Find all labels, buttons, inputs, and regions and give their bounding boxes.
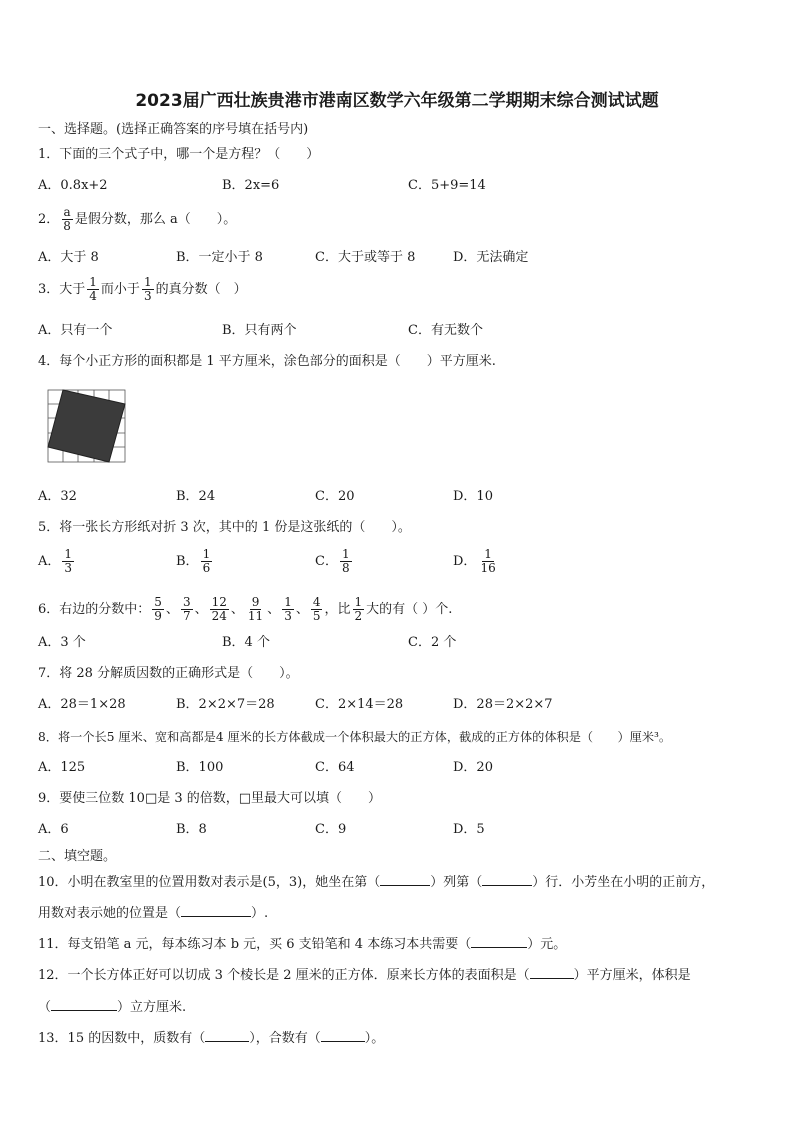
q8-option-c: C．64 [315,760,355,775]
q6-fraction [246,596,265,623]
q9-option-b: B．8 [176,822,207,837]
q3-rest: 的真分数（ ） [155,282,247,297]
q10-text-a: 10．小明在教室里的位置用数对表示是(5，3)，她坐在第（ [38,875,381,890]
q5-option-c [315,548,354,575]
q7-option-b: B．2×2×7＝28 [176,697,275,712]
q6-rest: 大的有（ ）个. [366,602,453,617]
q3-option-a: A．只有一个 [38,323,113,338]
q3-f1-den: 4 [89,289,97,303]
q10-text-e: ）. [251,906,269,921]
q1-option-b: B．2x=6 [222,178,280,193]
q6-fraction [282,596,294,623]
q10-blank-row[interactable] [482,873,532,886]
q6-sep: 、 [165,602,179,617]
q6-f5-den: 3 [284,609,292,623]
q6-f5-num: 1 [284,595,292,609]
q8-option-b: B．100 [176,760,224,775]
q10-text-c: ）行．小芳坐在小明的正前方， [532,875,715,890]
question-7: 7．将 28 分解质因数的正确形式是（ ）。 [38,666,299,681]
q3-f1-num: 1 [89,275,97,289]
q5-option-a [38,548,76,575]
q5-d-fraction [478,548,497,575]
q5-b-den: 6 [202,561,211,575]
q3-f2-num: 1 [143,275,152,289]
q9-option-a: A．6 [38,822,69,837]
q10-text-d: 用数对表示她的位置是（ [38,906,182,921]
q6-sep: 、 [194,602,208,617]
q12-text-d: ）立方厘米. [117,1000,187,1015]
q6-f1-num: 5 [154,595,162,609]
question-12-line-1 [38,966,691,985]
q6-cmp-den: 2 [354,609,363,623]
q2-option-a: A．大于 8 [38,250,99,265]
q3-fraction-1 [87,276,99,303]
section-heading-choice: 一、选择题。(选择正确答案的序号填在括号内) [38,122,309,137]
q11-text-a: 11．每支铅笔 a 元，每本练习本 b 元，买 6 支铅笔和 4 本练习本共需要（ [38,937,472,952]
q13-text-a: 13．15 的因数中，质数有（ [38,1031,206,1046]
q2-frac-den: 8 [63,219,71,233]
q1-option-a: A．0.8x+2 [38,178,108,193]
q1-option-c: C．5+9=14 [408,178,486,193]
q6-f4-num: 9 [251,595,260,609]
tilted-square-grid-icon [46,388,128,466]
section-heading-fill: 二、填空题。 [38,849,117,864]
q5-a-fraction [62,548,74,575]
q2-option-b: B．一定小于 8 [176,250,263,265]
q6-f3-den: 24 [211,609,227,623]
q5-b-num: 1 [202,547,211,561]
q6-f6-den: 5 [312,609,321,623]
q3-f2-den: 3 [143,289,152,303]
q11-blank[interactable] [471,935,527,948]
question-1: 1．下面的三个式子中，哪一个是方程？（ ） [38,147,320,162]
q2-stem-rest: 是假分数，那么 a（ ）。 [74,212,237,227]
question-11 [38,935,566,954]
q12-blank-volume[interactable] [51,998,117,1011]
q4-option-d: D．10 [453,489,493,504]
q4-option-a: A．32 [38,489,77,504]
q6-mid: ，比 [324,602,351,617]
q6-sep: 、 [267,602,281,617]
q9-option-d: D．5 [453,822,485,837]
q12-text-a: 12．一个长方体正好可以切成 3 个棱长是 2 厘米的正方体．原来长方体的表面积是（ [38,968,530,983]
q5-b-fraction [201,548,213,575]
q6-sep: 、 [295,602,309,617]
q2-option-c: C．大于或等于 8 [315,250,416,265]
q5-d-den: 16 [480,561,496,575]
q8-option-a: A．125 [38,760,86,775]
q13-blank-primes[interactable] [205,1029,249,1042]
question-12-line-2 [38,998,186,1017]
q6-f4-den: 11 [247,609,264,623]
question-2 [38,206,236,233]
q7-option-a: A．28＝1×28 [38,697,126,712]
q5-option-b [176,548,214,575]
question-13 [38,1029,384,1048]
q3-option-b: B．只有两个 [222,323,297,338]
q6-sep: 、 [230,602,244,617]
q12-blank-area[interactable] [530,966,574,979]
q6-fraction [152,596,164,623]
question-10-line-2 [38,904,268,923]
q12-text-c: （ [38,1000,52,1015]
q5-c-label: C． [315,554,338,569]
q2-fraction [61,206,73,233]
q6-fraction [181,596,193,623]
q6-option-a: A．3 个 [38,635,86,650]
q5-option-d [453,548,500,575]
q5-b-label: B． [176,554,199,569]
question-10-line-1 [38,873,714,892]
q5-d-label: D． [453,554,477,569]
q3-option-c: C．有无数个 [408,323,483,338]
q13-blank-composites[interactable] [321,1029,365,1042]
q5-c-num: 1 [341,547,350,561]
q6-f2-den: 7 [182,609,191,623]
q4-grid-figure [46,388,128,470]
question-6 [38,596,452,623]
q5-d-num: 1 [484,547,492,561]
question-9: 9．要使三位数 10□是 3 的倍数，□里最大可以填（ ） [38,791,382,806]
q6-lead: 6．右边的分数中： [38,602,151,617]
q3-mid: 而小于 [100,282,140,297]
q5-c-den: 8 [341,561,350,575]
q8-option-d: D．20 [453,760,493,775]
q13-text-c: ）。 [364,1031,385,1046]
q13-text-b: ），合数有（ [249,1031,321,1046]
q3-lead: 3．大于 [38,282,86,297]
question-8: 8．将一个长5 厘米、宽和高都是4 厘米的长方体截成一个体积最大的正方体，截成的正方体的体积是（ ）厘米³。 [38,730,672,744]
q7-option-c: C．2×14＝28 [315,697,404,712]
q5-a-label: A． [38,554,61,569]
q9-option-c: C．9 [315,822,347,837]
q5-a-den: 3 [64,561,73,575]
q10-text-b: ）列第（ [430,875,483,890]
q10-blank-position[interactable] [181,904,251,917]
q6-cmp-num: 1 [354,595,363,609]
q6-f1-den: 9 [154,609,162,623]
page-title: 2023届广西壮族贵港市港南区数学六年级第二学期期末综合测试试题 [135,91,659,111]
q5-a-num: 1 [64,547,73,561]
q3-fraction-2 [142,276,154,303]
q7-option-d: D．28＝2×2×7 [453,697,553,712]
q5-c-fraction [340,548,352,575]
q4-option-c: C．20 [315,489,355,504]
question-4: 4．每个小正方形的面积都是 1 平方厘米，涂色部分的面积是（ ）平方厘米. [38,354,496,369]
q6-fraction [311,596,323,623]
q6-f6-num: 4 [312,595,321,609]
q6-compare-fraction [353,596,365,623]
q2-number: 2． [38,212,60,227]
q6-option-c: C．2 个 [408,635,457,650]
q4-option-b: B．24 [176,489,216,504]
q6-fraction [210,596,229,623]
question-5: 5．将一张长方形纸对折 3 次，其中的 1 份是这张纸的（ ）。 [38,520,411,535]
q11-text-b: ）元。 [527,937,567,952]
q6-option-b: B．4 个 [222,635,270,650]
q6-f2-num: 3 [182,595,191,609]
q12-text-b: ）平方厘米，体积是 [573,968,691,983]
q2-option-d: D．无法确定 [453,250,529,265]
q2-frac-num: a [63,205,71,219]
q10-blank-column[interactable] [380,873,430,886]
question-3 [38,276,247,303]
q6-f3-num: 12 [211,595,227,609]
